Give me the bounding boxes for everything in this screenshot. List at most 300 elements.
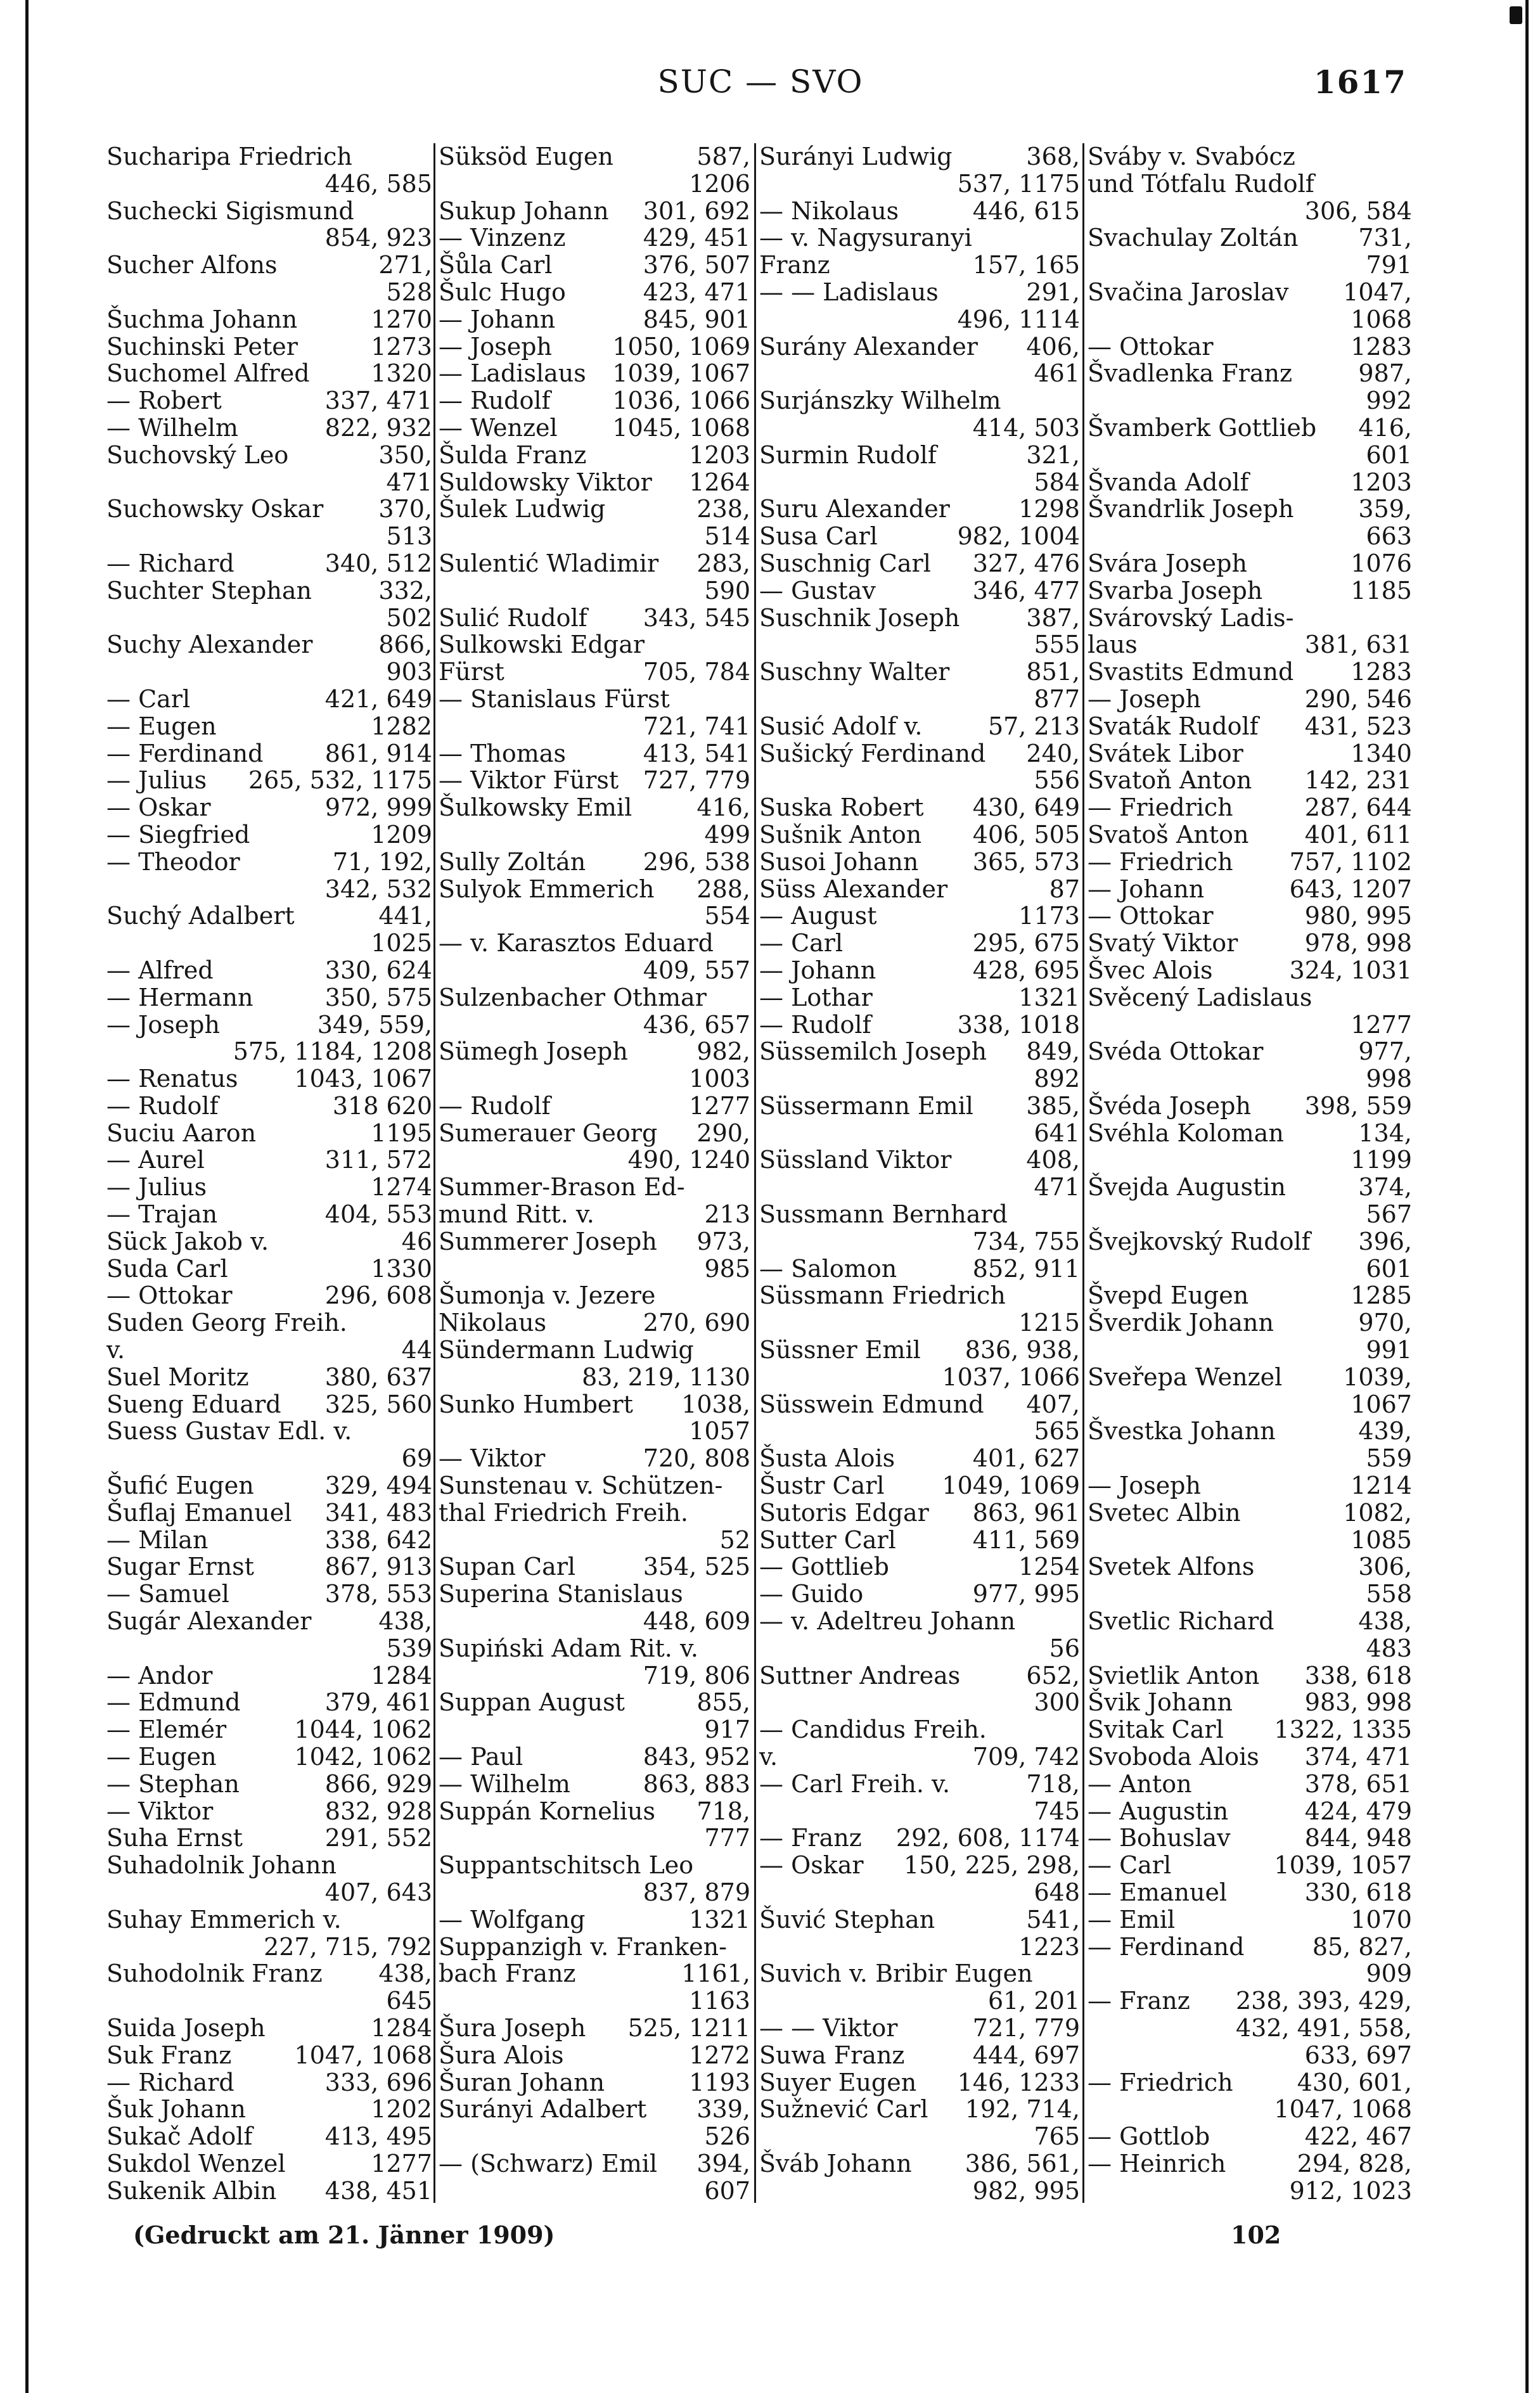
index-entry (1088, 1364, 1412, 1391)
entry-name: — Joseph (1088, 684, 1201, 713)
entry-name: — Johann (1088, 875, 1205, 903)
entry-pages: 1044, 1062 (294, 1716, 432, 1744)
index-entry (759, 1282, 1080, 1309)
entry-pages: 525, 1211 (627, 2013, 750, 2042)
entry-pages: 337, 471 (324, 387, 432, 415)
index-entry (1088, 2042, 1412, 2069)
entry-name: — Wolfgang (439, 1905, 586, 1934)
index-entry (439, 1934, 750, 1961)
entry-pages: 1057 (689, 1417, 750, 1446)
index-entry (1088, 1960, 1412, 1987)
index-entry (759, 1391, 1080, 1418)
entry-pages: 327, 476 (972, 549, 1080, 577)
entry-name: Suvich v. Bribir Eugen (759, 1960, 1033, 1988)
entry-pages: 983, 998 (1304, 1688, 1412, 1717)
entry-name: — Heinrich (1088, 2149, 1226, 2178)
entry-name: — Robert (106, 387, 222, 415)
index-entry (759, 686, 1080, 713)
entry-pages: 1223 (1018, 1932, 1080, 1961)
entry-pages: 339, (696, 2095, 750, 2124)
index-entry (439, 767, 750, 794)
entry-pages: 565 (1034, 1417, 1080, 1446)
entry-pages: 483 (1366, 1634, 1412, 1662)
entry-pages: 430, 601, (1297, 2068, 1412, 2096)
index-entry (1088, 740, 1412, 767)
index-entry (1088, 1987, 1412, 2015)
entry-name: Surjánszky Wilhelm (759, 387, 1001, 415)
entry-pages: 146, 1233 (957, 2068, 1080, 2096)
index-entry (759, 2096, 1080, 2123)
entry-name: Svěcený Ladislaus (1088, 983, 1312, 1011)
entry-pages: 1284 (371, 2013, 432, 2042)
entry-name: und Tótfalu Rudolf (1088, 169, 1314, 198)
entry-name: Surányi Adalbert (439, 2095, 647, 2124)
index-entry (759, 279, 1080, 306)
entry-name: Suppan August (439, 1688, 625, 1717)
index-entry (759, 387, 1080, 414)
entry-name: — Samuel (106, 1580, 229, 1608)
entry-pages: 386, 561, (965, 2149, 1080, 2178)
index-entry (1088, 794, 1412, 821)
entry-pages: 541, (1026, 1905, 1080, 1934)
index-entry (106, 605, 432, 632)
index-entry (1088, 902, 1412, 930)
index-entry (106, 1716, 432, 1743)
entry-name: — Aurel (106, 1146, 205, 1174)
index-entry (759, 1743, 1080, 1771)
index-entry (1088, 1879, 1412, 1906)
index-entry (1088, 1798, 1412, 1825)
entry-name: — Siegfried (106, 820, 250, 849)
entry-pages: 977, (1358, 1037, 1412, 1066)
index-entry (1088, 1337, 1412, 1364)
index-entry (106, 442, 432, 469)
index-entry (439, 360, 750, 387)
index-entry (759, 1716, 1080, 1743)
index-entry (1088, 1527, 1412, 1554)
entry-name: Suhodolnik Franz (106, 1960, 323, 1988)
index-entry (759, 1011, 1080, 1039)
entry-name: — Carl (106, 684, 191, 713)
index-entry (1088, 360, 1412, 387)
index-entry (106, 1798, 432, 1825)
index-entry (106, 333, 432, 361)
entry-name: Surmin Rudolf (759, 440, 937, 469)
index-entry (106, 387, 432, 414)
entry-pages: 343, 545 (643, 603, 750, 632)
entry-pages: 1049, 1069 (942, 1472, 1080, 1500)
index-entry (759, 984, 1080, 1011)
index-entry (439, 1743, 750, 1771)
index-entry (1088, 442, 1412, 469)
index-entry (439, 198, 750, 225)
index-entry (759, 252, 1080, 279)
entry-pages: 338, 618 (1304, 1661, 1412, 1690)
index-columns (106, 143, 1412, 2209)
entry-name: Suppanzigh v. Franken- (439, 1932, 727, 1961)
entry-pages: 296, 538 (643, 847, 750, 876)
entry-pages: 428, 695 (972, 956, 1080, 984)
entry-name: Šuflaj Emanuel (106, 1498, 292, 1527)
entry-name: Sugár Alexander (106, 1607, 312, 1636)
entry-name: — Julius (106, 766, 207, 795)
index-entry (759, 442, 1080, 469)
index-entry (1088, 1716, 1412, 1743)
index-entry (1088, 550, 1412, 577)
index-entry (1088, 2069, 1412, 2096)
index-entry (106, 1689, 432, 1716)
entry-name: Sváby v. Svabócz (1088, 143, 1295, 170)
entry-name: — Ladislaus (439, 359, 586, 388)
index-entry (106, 1499, 432, 1527)
entry-name: Šůla Carl (439, 251, 553, 279)
entry-name: Suel Moritz (106, 1363, 249, 1391)
entry-pages: 514 (704, 522, 750, 551)
entry-name: Švamberk Gottlieb (1088, 413, 1317, 442)
index-entry (759, 1934, 1080, 1961)
entry-pages: 288, (696, 875, 750, 903)
entry-pages: 912, 1023 (1289, 2176, 1412, 2205)
index-entry (106, 1771, 432, 1798)
index-entry (106, 1146, 432, 1174)
entry-pages: 87 (1049, 875, 1080, 903)
entry-pages: 430, 649 (972, 793, 1080, 822)
index-entry (759, 523, 1080, 550)
entry-pages: 349, 559, (317, 1010, 432, 1039)
index-entry (1088, 252, 1412, 279)
index-entry (1088, 1689, 1412, 1716)
entry-name: Svarba Joseph (1088, 576, 1263, 605)
index-entry (1088, 170, 1412, 198)
index-entry (759, 2150, 1080, 2178)
index-entry (759, 198, 1080, 225)
entry-name: Sulić Rudolf (439, 603, 587, 632)
entry-name: Suru Alexander (759, 495, 950, 523)
entry-pages: 471 (1034, 1173, 1080, 1202)
index-entry (759, 1499, 1080, 1527)
index-entry (1088, 577, 1412, 605)
index-entry (759, 902, 1080, 930)
entry-pages: 863, 883 (643, 1769, 750, 1798)
entry-pages: 643, 1207 (1289, 875, 1412, 903)
entry-pages: 407, (1026, 1390, 1080, 1418)
entry-pages: 854, 923 (324, 224, 432, 252)
entry-name: — August (759, 902, 877, 930)
entry-name: — Ottokar (106, 1281, 233, 1310)
index-entry (106, 2069, 432, 2096)
entry-pages: 998 (1366, 1065, 1412, 1093)
index-entry (106, 496, 432, 523)
entry-pages: 852, 911 (972, 1254, 1080, 1283)
entry-pages: 330, 624 (324, 956, 432, 984)
index-entry (1088, 1038, 1412, 1065)
entry-name: Šverdik Johann (1088, 1309, 1274, 1337)
entry-pages: 1038, (681, 1390, 750, 1418)
entry-pages: 44 (401, 1336, 432, 1364)
entry-pages: 431, 523 (1304, 712, 1412, 740)
entry-name: — Franz (759, 1824, 862, 1852)
entry-pages: 414, 503 (972, 413, 1080, 442)
entry-pages: 301, 692 (643, 196, 750, 225)
index-entry (439, 1662, 750, 1690)
index-entry (439, 333, 750, 361)
entry-pages: 318 620 (332, 1091, 432, 1120)
page-number: 1617 (1313, 63, 1407, 101)
entry-pages: 368, (1026, 143, 1080, 170)
entry-pages: 652, (1026, 1661, 1080, 1690)
index-entry (759, 876, 1080, 903)
entry-pages: 991 (1366, 1336, 1412, 1364)
entry-name: — Eugen (106, 1743, 217, 1771)
index-entry (439, 1716, 750, 1743)
entry-pages: 973, (696, 1227, 750, 1255)
index-entry (106, 957, 432, 984)
entry-name: Svatoň Anton (1088, 766, 1252, 795)
entry-pages: 558 (1366, 1580, 1412, 1608)
entry-name: Sušický Ferdinand (759, 739, 986, 767)
index-entry (1088, 1282, 1412, 1309)
index-entry (106, 1228, 432, 1255)
index-entry (439, 821, 750, 849)
entry-name: — Vinzenz (439, 224, 566, 252)
index-entry (439, 279, 750, 306)
entry-pages: 1039, 1057 (1274, 1851, 1412, 1880)
index-entry (439, 1960, 750, 1987)
entry-pages: 499 (704, 820, 750, 849)
index-entry (759, 605, 1080, 632)
entry-name: — Hermann (106, 983, 253, 1011)
index-entry (106, 523, 432, 550)
entry-name: Sumerauer Georg (439, 1119, 658, 1147)
entry-pages: 291, 552 (324, 1824, 432, 1852)
entry-name: — Joseph (106, 1010, 220, 1039)
index-entry (759, 577, 1080, 605)
entry-name: Fürst (439, 658, 504, 686)
index-entry (759, 740, 1080, 767)
entry-pages: 1003 (689, 1065, 750, 1093)
entry-name: — Ferdinand (1088, 1932, 1245, 1961)
index-entry (439, 930, 750, 957)
entry-name: Sueng Eduard (106, 1390, 281, 1418)
index-entry (439, 143, 750, 170)
index-entry (106, 143, 432, 198)
entry-pages: 287, 644 (1304, 793, 1412, 822)
entry-name: Svetek Alfons (1088, 1553, 1255, 1581)
index-entry (759, 1798, 1080, 1825)
entry-name: Šulek Ludwig (439, 495, 606, 523)
entry-name: Sulentić Wladimir (439, 549, 659, 577)
entry-name: Svastits Edmund (1088, 658, 1294, 686)
print-date-imprint: (Gedruckt am 21. Jänner 1909) (133, 2221, 555, 2249)
entry-pages: 411, 569 (972, 1525, 1080, 1554)
entry-pages: 1282 (371, 712, 432, 740)
entry-name: Sündermann Ludwig (439, 1336, 694, 1364)
index-entry (439, 1282, 750, 1309)
entry-name: — Oskar (759, 1851, 864, 1880)
entry-name: — Viktor (439, 1444, 546, 1473)
entry-pages: 1321 (1018, 983, 1080, 1011)
index-entry (759, 1445, 1080, 1472)
index-entry (759, 1553, 1080, 1581)
index-entry (106, 1065, 432, 1093)
entry-name: — Guido (759, 1580, 864, 1608)
entry-name: Svietlik Anton (1088, 1661, 1260, 1690)
entry-pages: 845, 901 (643, 305, 750, 333)
index-entry (759, 1120, 1080, 1147)
entry-pages: 745 (1034, 1797, 1080, 1825)
entry-pages: 1163 (689, 1987, 750, 2015)
index-entry (106, 1553, 432, 1581)
index-entry (439, 1906, 750, 1934)
index-entry (1088, 1255, 1412, 1283)
entry-pages: 150, 225, 298, (904, 1851, 1080, 1880)
entry-pages: 329, 494 (324, 1472, 432, 1500)
entry-pages: 1330 (371, 1254, 432, 1283)
index-entry (1088, 1011, 1412, 1039)
index-entry (759, 1852, 1080, 1879)
entry-pages: 387, (1026, 603, 1080, 632)
entry-name: Supiński Adam Rit. v. (439, 1634, 698, 1662)
entry-pages: 471 (386, 468, 432, 496)
entry-name: Süssemilch Joseph (759, 1037, 987, 1066)
entry-pages: 1173 (1018, 902, 1080, 930)
entry-name: Svárovský Ladis- (1088, 603, 1294, 632)
entry-name: Suden Georg Freih. (106, 1309, 347, 1337)
entry-pages: 892 (1034, 1065, 1080, 1093)
index-entry (439, 1418, 750, 1445)
entry-pages: 1206 (689, 169, 750, 198)
entry-pages: 401, 611 (1304, 820, 1412, 849)
index-entry (1088, 2150, 1412, 2178)
entry-name: Süss Alexander (759, 875, 948, 903)
entry-pages: 972, 999 (324, 793, 432, 822)
index-column-1 (106, 143, 432, 2203)
index-entry (439, 984, 750, 1011)
index-entry (439, 1337, 750, 1364)
entry-name: — Carl Freih. v. (759, 1769, 951, 1798)
entry-name: Švandrlik Joseph (1088, 495, 1294, 523)
entry-pages: 1283 (1351, 658, 1412, 686)
column-rule (1082, 143, 1084, 2203)
entry-pages: 61, 201 (987, 1987, 1080, 2015)
index-entry (1088, 1581, 1412, 1608)
entry-name: — Paul (439, 1743, 523, 1771)
entry-name: — Emanuel (1088, 1878, 1228, 1906)
entry-name: Švejda Augustin (1088, 1173, 1286, 1202)
entry-name: — Candidus Freih. (759, 1716, 987, 1744)
index-entry (106, 1879, 432, 1906)
index-entry (1088, 279, 1412, 306)
entry-pages: 978, 998 (1304, 929, 1412, 958)
entry-pages: 338, 1018 (957, 1010, 1080, 1039)
index-entry (439, 1309, 750, 1337)
entry-pages: 731, (1358, 224, 1412, 252)
index-entry (106, 1472, 432, 1499)
entry-name: Svitak Carl (1088, 1716, 1224, 1744)
running-head: SUC — SVO (657, 63, 864, 100)
column-rule (754, 143, 756, 2203)
entry-pages: 555 (1034, 631, 1080, 659)
entry-pages: 648 (1034, 1878, 1080, 1906)
entry-name: Sutoris Edgar (759, 1498, 929, 1527)
column-rule (433, 143, 435, 2203)
index-entry (1088, 1499, 1412, 1527)
entry-name: — Wenzel (439, 413, 558, 442)
index-entry (106, 1038, 432, 1065)
entry-pages: 877 (1034, 684, 1080, 713)
entry-pages: 1277 (371, 2149, 432, 2178)
entry-name: Süssland Viktor (759, 1146, 952, 1174)
index-entry (106, 1934, 432, 1961)
index-entry (439, 550, 750, 577)
entry-name: — Emil (1088, 1905, 1176, 1934)
index-entry (106, 198, 432, 252)
entry-pages: 1321 (689, 1905, 750, 1934)
entry-pages: 1254 (1018, 1553, 1080, 1581)
index-entry (106, 740, 432, 767)
entry-pages: 587, (696, 143, 750, 170)
entry-name: — Friedrich (1088, 847, 1233, 876)
entry-name: Šura Joseph (439, 2013, 586, 2042)
index-entry (106, 1581, 432, 1608)
entry-name: Šváb Johann (759, 2149, 912, 2178)
entry-pages: 306, 584 (1304, 196, 1412, 225)
entry-pages: 1025 (371, 929, 432, 958)
index-entry (439, 713, 750, 740)
entry-pages: 406, (1026, 332, 1080, 361)
entry-name: — Augustin (1088, 1797, 1229, 1825)
entry-pages: 321, (1026, 440, 1080, 469)
entry-pages: 296, 608 (324, 1281, 432, 1310)
index-entry (1088, 1472, 1412, 1499)
entry-name: Suyer Eugen (759, 2068, 917, 2096)
entry-name: Supan Carl (439, 1553, 576, 1581)
index-entry (759, 333, 1080, 361)
index-entry (439, 523, 750, 550)
index-entry (759, 1472, 1080, 1499)
entry-pages: 539 (386, 1634, 432, 1662)
entry-pages: 271, (378, 251, 432, 279)
entry-name: Švanda Adolf (1088, 468, 1249, 496)
entry-pages: 378, 651 (1304, 1769, 1412, 1798)
entry-pages: 378, 553 (324, 1580, 432, 1608)
entry-pages: 325, 560 (324, 1390, 432, 1418)
index-entry (439, 414, 750, 442)
entry-name: — v. Karasztos Eduard (439, 929, 714, 958)
entry-pages: 641 (1034, 1119, 1080, 1147)
entry-pages: 977, 995 (972, 1580, 1080, 1608)
entry-pages: 720, 808 (643, 1444, 750, 1473)
entry-name: Sunko Humbert (439, 1390, 633, 1418)
entry-name: Süssner Emil (759, 1336, 921, 1364)
entry-name: — Viktor (106, 1797, 214, 1825)
entry-pages: 496, 1114 (957, 305, 1080, 333)
entry-name: — Trajan (106, 1200, 218, 1229)
entry-name: Šulc Hugo (439, 278, 566, 306)
entry-name: Švejkovský Rudolf (1088, 1227, 1311, 1255)
entry-pages: 394, (696, 2149, 750, 2178)
entry-name: — Carl (759, 929, 844, 958)
index-entry (1088, 984, 1412, 1011)
entry-pages: 1277 (689, 1091, 750, 1120)
entry-name: Sümegh Joseph (439, 1037, 628, 1066)
entry-pages: 866, 929 (324, 1769, 432, 1798)
index-entry (439, 496, 750, 523)
entry-pages: 705, 784 (643, 658, 750, 686)
index-entry (439, 1581, 750, 1608)
index-entry (1088, 2178, 1412, 2205)
entry-name: Suida Joseph (106, 2013, 266, 2042)
